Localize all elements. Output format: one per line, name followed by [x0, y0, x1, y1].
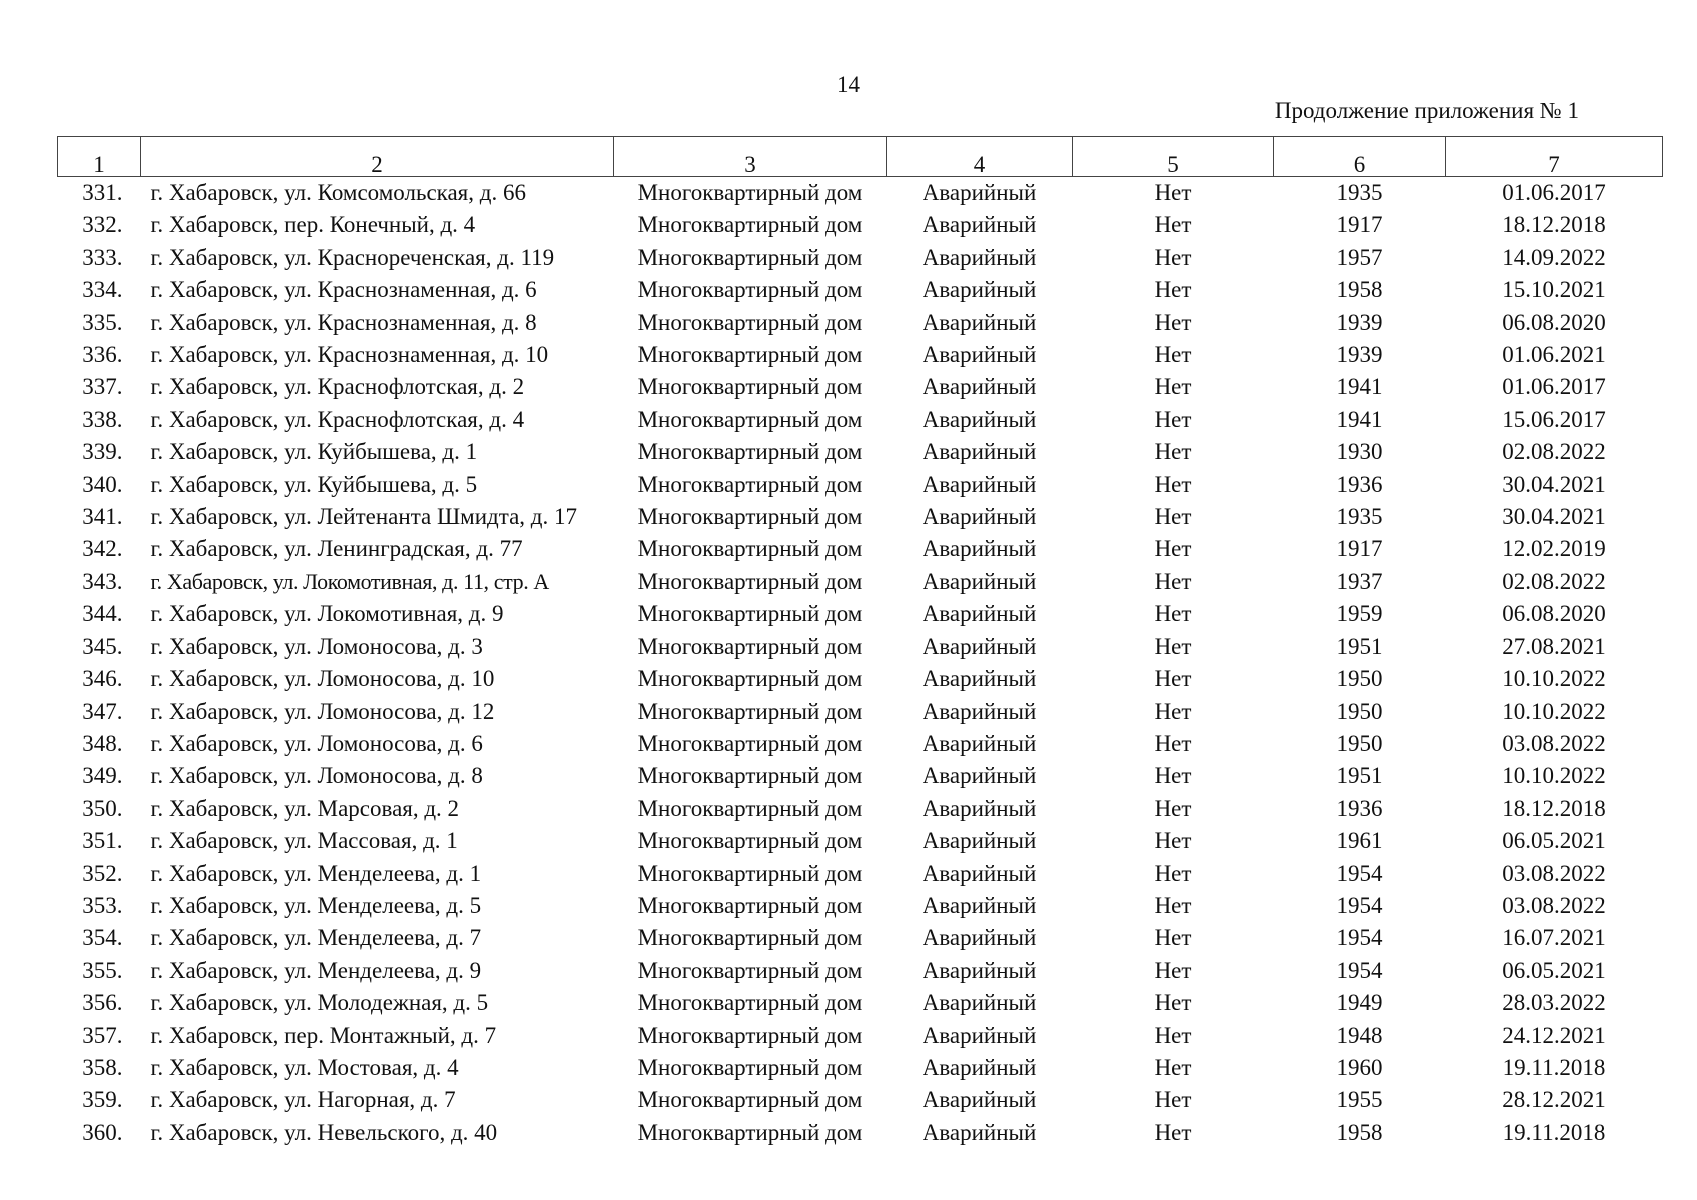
address-cell: г. Хабаровск, ул. Куйбышева, д. 1: [150, 439, 478, 465]
year-cell: 1954: [1336, 925, 1383, 951]
flag-cell: Нет: [1154, 536, 1192, 562]
condition-cell: Аварийный: [922, 536, 1037, 562]
date-cell: 03.08.2022: [1502, 730, 1606, 756]
building-type-cell: Многоквартирный дом: [637, 536, 863, 562]
condition-cell: Аварийный: [922, 471, 1037, 497]
building-type-cell: Многоквартирный дом: [637, 504, 863, 530]
date-cell: 27.08.2021: [1502, 633, 1606, 659]
building-type-cell: Многоквартирный дом: [637, 471, 863, 497]
condition-cell: Аварийный: [922, 406, 1037, 432]
address-cell: г. Хабаровск, ул. Менделеева, д. 1: [150, 860, 482, 886]
date-cell: 10.10.2022: [1502, 698, 1606, 724]
row-number: 357.: [82, 1022, 123, 1048]
column-header-4: 4: [887, 137, 1073, 177]
column-header-5: 5: [1073, 137, 1274, 177]
date-cell: 06.05.2021: [1502, 957, 1606, 983]
table-row: [58, 177, 1663, 210]
table-row: [58, 371, 1663, 403]
flag-cell: Нет: [1154, 763, 1192, 789]
table-row: [58, 1020, 1663, 1052]
year-cell: 1954: [1336, 860, 1383, 886]
year-cell: 1935: [1336, 180, 1383, 205]
date-cell: 01.06.2017: [1502, 374, 1606, 400]
building-type-cell: Многоквартирный дом: [637, 957, 863, 983]
year-cell: 1959: [1336, 601, 1383, 627]
flag-cell: Нет: [1154, 406, 1192, 432]
flag-cell: Нет: [1154, 1022, 1192, 1048]
year-cell: 1950: [1336, 666, 1383, 692]
condition-cell: Аварийный: [922, 860, 1037, 886]
condition-cell: Аварийный: [922, 698, 1037, 724]
condition-cell: Аварийный: [922, 795, 1037, 821]
date-cell: 24.12.2021: [1502, 1022, 1606, 1048]
address-cell: г. Хабаровск, ул. Менделеева, д. 5: [150, 892, 482, 918]
building-type-cell: Многоквартирный дом: [637, 439, 863, 465]
row-number: 348.: [82, 730, 123, 756]
address-cell: г. Хабаровск, пер. Монтажный, д. 7: [150, 1022, 497, 1048]
date-cell: 15.06.2017: [1502, 406, 1606, 432]
table-row: [58, 566, 1663, 598]
table-row: [58, 728, 1663, 760]
date-cell: 28.12.2021: [1502, 1087, 1606, 1113]
page-number: 14: [837, 72, 860, 97]
table-row: [58, 825, 1663, 857]
condition-cell: Аварийный: [922, 1054, 1037, 1080]
row-number: 347.: [82, 698, 123, 724]
building-type-cell: Многоквартирный дом: [637, 1119, 863, 1145]
building-type-cell: Многоквартирный дом: [637, 1087, 863, 1113]
building-type-cell: Многоквартирный дом: [637, 795, 863, 821]
year-cell: 1939: [1336, 309, 1383, 335]
condition-cell: Аварийный: [922, 309, 1037, 335]
building-type-cell: Многоквартирный дом: [637, 277, 863, 303]
condition-cell: Аварийный: [922, 244, 1037, 270]
flag-cell: Нет: [1154, 601, 1192, 627]
row-number: 344.: [82, 601, 123, 627]
row-number: 336.: [82, 342, 123, 368]
address-cell: г. Хабаровск, ул. Краснознаменная, д. 8: [150, 309, 537, 335]
year-cell: 1936: [1336, 795, 1383, 821]
building-type-cell: Многоквартирный дом: [637, 730, 863, 756]
building-type-cell: Многоквартирный дом: [637, 309, 863, 335]
address-cell: г. Хабаровск, ул. Марсовая, д. 2: [150, 795, 460, 821]
flag-cell: Нет: [1154, 828, 1192, 854]
year-cell: 1950: [1336, 698, 1383, 724]
table-row: [58, 242, 1663, 274]
row-number: 339.: [82, 439, 123, 465]
row-number: 332.: [82, 212, 123, 238]
flag-cell: Нет: [1154, 180, 1192, 205]
table-row: [58, 501, 1663, 533]
date-cell: 19.11.2018: [1502, 1054, 1606, 1080]
date-cell: 10.10.2022: [1502, 763, 1606, 789]
flag-cell: Нет: [1154, 860, 1192, 886]
address-cell: г. Хабаровск, ул. Локомотивная, д. 11, стр. А: [150, 568, 549, 594]
table-row: [58, 209, 1663, 241]
date-cell: 03.08.2022: [1502, 892, 1606, 918]
date-cell: 16.07.2021: [1502, 925, 1606, 951]
condition-cell: Аварийный: [922, 892, 1037, 918]
year-cell: 1935: [1336, 504, 1383, 530]
table-row: [58, 469, 1663, 501]
flag-cell: Нет: [1154, 568, 1192, 594]
building-type-cell: Многоквартирный дом: [637, 342, 863, 368]
row-number: 343.: [82, 568, 123, 594]
address-cell: г. Хабаровск, ул. Краснофлотская, д. 4: [150, 406, 525, 432]
year-cell: 1954: [1336, 892, 1383, 918]
condition-cell: Аварийный: [922, 439, 1037, 465]
address-cell: г. Хабаровск, ул. Мостовая, д. 4: [150, 1054, 459, 1080]
condition-cell: Аварийный: [922, 277, 1037, 303]
table-row: [58, 307, 1663, 339]
table-header: [58, 137, 1663, 177]
flag-cell: Нет: [1154, 633, 1192, 659]
address-cell: г. Хабаровск, ул. Лейтенанта Шмидта, д. 17: [150, 504, 577, 530]
flag-cell: Нет: [1154, 892, 1192, 918]
row-number: 345.: [82, 633, 123, 659]
building-type-cell: Многоквартирный дом: [637, 212, 863, 238]
column-header-3: 3: [614, 137, 887, 177]
row-number: 335.: [82, 309, 123, 335]
condition-cell: Аварийный: [922, 925, 1037, 951]
flag-cell: Нет: [1154, 277, 1192, 303]
building-type-cell: Многоквартирный дом: [637, 828, 863, 854]
row-number: 349.: [82, 763, 123, 789]
year-cell: 1958: [1336, 277, 1383, 303]
date-cell: 06.08.2020: [1502, 601, 1606, 627]
date-cell: 02.08.2022: [1502, 439, 1606, 465]
column-header-7: 7: [1446, 137, 1663, 177]
date-cell: 18.12.2018: [1502, 795, 1606, 821]
condition-cell: Аварийный: [922, 374, 1037, 400]
row-number: 331.: [82, 180, 123, 205]
header-row: [58, 137, 1663, 177]
building-type-cell: Многоквартирный дом: [637, 892, 863, 918]
condition-cell: Аварийный: [922, 666, 1037, 692]
flag-cell: Нет: [1154, 471, 1192, 497]
year-cell: 1941: [1336, 374, 1383, 400]
building-type-cell: Многоквартирный дом: [637, 633, 863, 659]
year-cell: 1917: [1336, 536, 1383, 562]
condition-cell: Аварийный: [922, 342, 1037, 368]
address-cell: г. Хабаровск, ул. Нагорная, д. 7: [150, 1087, 456, 1113]
table-row: [58, 339, 1663, 371]
table-row: [58, 1084, 1663, 1116]
row-number: 356.: [82, 990, 123, 1016]
condition-cell: Аварийный: [922, 1087, 1037, 1113]
table-row: [58, 987, 1663, 1019]
table-row: [58, 598, 1663, 630]
date-cell: 01.06.2017: [1502, 180, 1606, 205]
year-cell: 1936: [1336, 471, 1383, 497]
address-cell: г. Хабаровск, ул. Менделеева, д. 9: [150, 957, 482, 983]
year-cell: 1960: [1336, 1054, 1383, 1080]
building-type-cell: Многоквартирный дом: [637, 990, 863, 1016]
condition-cell: Аварийный: [922, 957, 1037, 983]
date-cell: 30.04.2021: [1502, 471, 1606, 497]
table-row: [58, 1052, 1663, 1084]
building-type-cell: Многоквартирный дом: [637, 763, 863, 789]
year-cell: 1939: [1336, 342, 1383, 368]
address-cell: г. Хабаровск, ул. Молодежная, д. 5: [150, 990, 489, 1016]
flag-cell: Нет: [1154, 374, 1192, 400]
condition-cell: Аварийный: [922, 504, 1037, 530]
flag-cell: Нет: [1154, 666, 1192, 692]
year-cell: 1957: [1336, 244, 1383, 270]
building-type-cell: Многоквартирный дом: [637, 374, 863, 400]
row-number: 341.: [82, 504, 123, 530]
table-row: [58, 696, 1663, 728]
condition-cell: Аварийный: [922, 763, 1037, 789]
row-number: 346.: [82, 666, 123, 692]
year-cell: 1951: [1336, 633, 1383, 659]
date-cell: 02.08.2022: [1502, 568, 1606, 594]
date-cell: 12.02.2019: [1502, 536, 1606, 562]
year-cell: 1951: [1336, 763, 1383, 789]
condition-cell: Аварийный: [922, 1119, 1037, 1145]
table-row: [58, 1117, 1663, 1149]
row-number: 337.: [82, 374, 123, 400]
flag-cell: Нет: [1154, 212, 1192, 238]
table-row: [58, 760, 1663, 792]
address-cell: г. Хабаровск, пер. Конечный, д. 4: [150, 212, 476, 238]
flag-cell: Нет: [1154, 1119, 1192, 1145]
row-number: 360.: [82, 1119, 123, 1145]
year-cell: 1958: [1336, 1119, 1383, 1145]
date-cell: 01.06.2021: [1502, 342, 1606, 368]
table-row: [58, 663, 1663, 695]
building-type-cell: Многоквартирный дом: [637, 568, 863, 594]
condition-cell: Аварийный: [922, 633, 1037, 659]
flag-cell: Нет: [1154, 439, 1192, 465]
flag-cell: Нет: [1154, 957, 1192, 983]
table-body: [58, 177, 1663, 1150]
row-number: 350.: [82, 795, 123, 821]
year-cell: 1950: [1336, 730, 1383, 756]
row-number: 353.: [82, 892, 123, 918]
continuation-label: Продолжение приложения № 1: [1274, 98, 1579, 123]
flag-cell: Нет: [1154, 698, 1192, 724]
column-header-2: 2: [141, 137, 614, 177]
row-number: 334.: [82, 277, 123, 303]
date-cell: 28.03.2022: [1502, 990, 1606, 1016]
condition-cell: Аварийный: [922, 568, 1037, 594]
table-row: [58, 890, 1663, 922]
row-number: 354.: [82, 925, 123, 951]
table-row: [58, 858, 1663, 890]
date-cell: 30.04.2021: [1502, 504, 1606, 530]
row-number: 333.: [82, 244, 123, 270]
address-cell: г. Хабаровск, ул. Ломоносова, д. 6: [150, 730, 483, 756]
address-cell: г. Хабаровск, ул. Невельского, д. 40: [150, 1119, 498, 1145]
building-type-cell: Многоквартирный дом: [637, 180, 863, 205]
row-number: 359.: [82, 1087, 123, 1113]
address-cell: г. Хабаровск, ул. Ломоносова, д. 10: [150, 666, 495, 692]
address-cell: г. Хабаровск, ул. Куйбышева, д. 5: [150, 471, 478, 497]
address-cell: г. Хабаровск, ул. Локомотивная, д. 9: [150, 601, 504, 627]
flag-cell: Нет: [1154, 244, 1192, 270]
year-cell: 1930: [1336, 439, 1383, 465]
date-cell: 06.08.2020: [1502, 309, 1606, 335]
year-cell: 1954: [1336, 957, 1383, 983]
table-row: [58, 631, 1663, 663]
year-cell: 1937: [1336, 568, 1383, 594]
address-cell: г. Хабаровск, ул. Краснореченская, д. 119: [150, 244, 555, 270]
row-number: 342.: [82, 536, 123, 562]
building-type-cell: Многоквартирный дом: [637, 1054, 863, 1080]
flag-cell: Нет: [1154, 730, 1192, 756]
address-cell: г. Хабаровск, ул. Ломоносова, д. 3: [150, 633, 483, 659]
date-cell: 18.12.2018: [1502, 212, 1606, 238]
building-type-cell: Многоквартирный дом: [637, 698, 863, 724]
address-cell: г. Хабаровск, ул. Краснознаменная, д. 10: [150, 342, 549, 368]
address-cell: г. Хабаровск, ул. Ломоносова, д. 8: [150, 763, 483, 789]
building-type-cell: Многоквартирный дом: [637, 860, 863, 886]
condition-cell: Аварийный: [922, 1022, 1037, 1048]
table-row: [58, 955, 1663, 987]
condition-cell: Аварийный: [922, 180, 1037, 205]
column-header-1: 1: [58, 137, 141, 177]
flag-cell: Нет: [1154, 309, 1192, 335]
condition-cell: Аварийный: [922, 990, 1037, 1016]
year-cell: 1917: [1336, 212, 1383, 238]
housing-table: [57, 136, 1663, 1149]
row-number: 352.: [82, 860, 123, 886]
condition-cell: Аварийный: [922, 828, 1037, 854]
address-cell: г. Хабаровск, ул. Краснофлотская, д. 2: [150, 374, 525, 400]
building-type-cell: Многоквартирный дом: [637, 925, 863, 951]
year-cell: 1941: [1336, 406, 1383, 432]
flag-cell: Нет: [1154, 925, 1192, 951]
flag-cell: Нет: [1154, 1054, 1192, 1080]
date-cell: 14.09.2022: [1502, 244, 1606, 270]
row-number: 355.: [82, 957, 123, 983]
date-cell: 15.10.2021: [1502, 277, 1606, 303]
table-row: [58, 922, 1663, 954]
row-number: 338.: [82, 406, 123, 432]
flag-cell: Нет: [1154, 504, 1192, 530]
address-cell: г. Хабаровск, ул. Ломоносова, д. 12: [150, 698, 495, 724]
condition-cell: Аварийный: [922, 212, 1037, 238]
address-cell: г. Хабаровск, ул. Ленинградская, д. 77: [150, 536, 523, 562]
date-cell: 10.10.2022: [1502, 666, 1606, 692]
address-cell: г. Хабаровск, ул. Комсомольская, д. 66: [150, 180, 526, 205]
table-row: [58, 533, 1663, 565]
flag-cell: Нет: [1154, 1087, 1192, 1113]
row-number: 351.: [82, 828, 123, 854]
table-row: [58, 274, 1663, 306]
address-cell: г. Хабаровск, ул. Массовая, д. 1: [150, 828, 458, 854]
table-row: [58, 436, 1663, 468]
year-cell: 1961: [1336, 828, 1383, 854]
table-row: [58, 793, 1663, 825]
year-cell: 1949: [1336, 990, 1383, 1016]
column-header-6: 6: [1274, 137, 1446, 177]
year-cell: 1955: [1336, 1087, 1383, 1113]
condition-cell: Аварийный: [922, 730, 1037, 756]
row-number: 358.: [82, 1054, 123, 1080]
row-number: 340.: [82, 471, 123, 497]
building-type-cell: Многоквартирный дом: [637, 244, 863, 270]
condition-cell: Аварийный: [922, 601, 1037, 627]
address-cell: г. Хабаровск, ул. Краснознаменная, д. 6: [150, 277, 537, 303]
flag-cell: Нет: [1154, 342, 1192, 368]
year-cell: 1948: [1336, 1022, 1383, 1048]
building-type-cell: Многоквартирный дом: [637, 406, 863, 432]
flag-cell: Нет: [1154, 795, 1192, 821]
date-cell: 06.05.2021: [1502, 828, 1606, 854]
date-cell: 19.11.2018: [1502, 1119, 1606, 1145]
address-cell: г. Хабаровск, ул. Менделеева, д. 7: [150, 925, 482, 951]
table-row: [58, 404, 1663, 436]
building-type-cell: Многоквартирный дом: [637, 601, 863, 627]
building-type-cell: Многоквартирный дом: [637, 1022, 863, 1048]
date-cell: 03.08.2022: [1502, 860, 1606, 886]
flag-cell: Нет: [1154, 990, 1192, 1016]
building-type-cell: Многоквартирный дом: [637, 666, 863, 692]
